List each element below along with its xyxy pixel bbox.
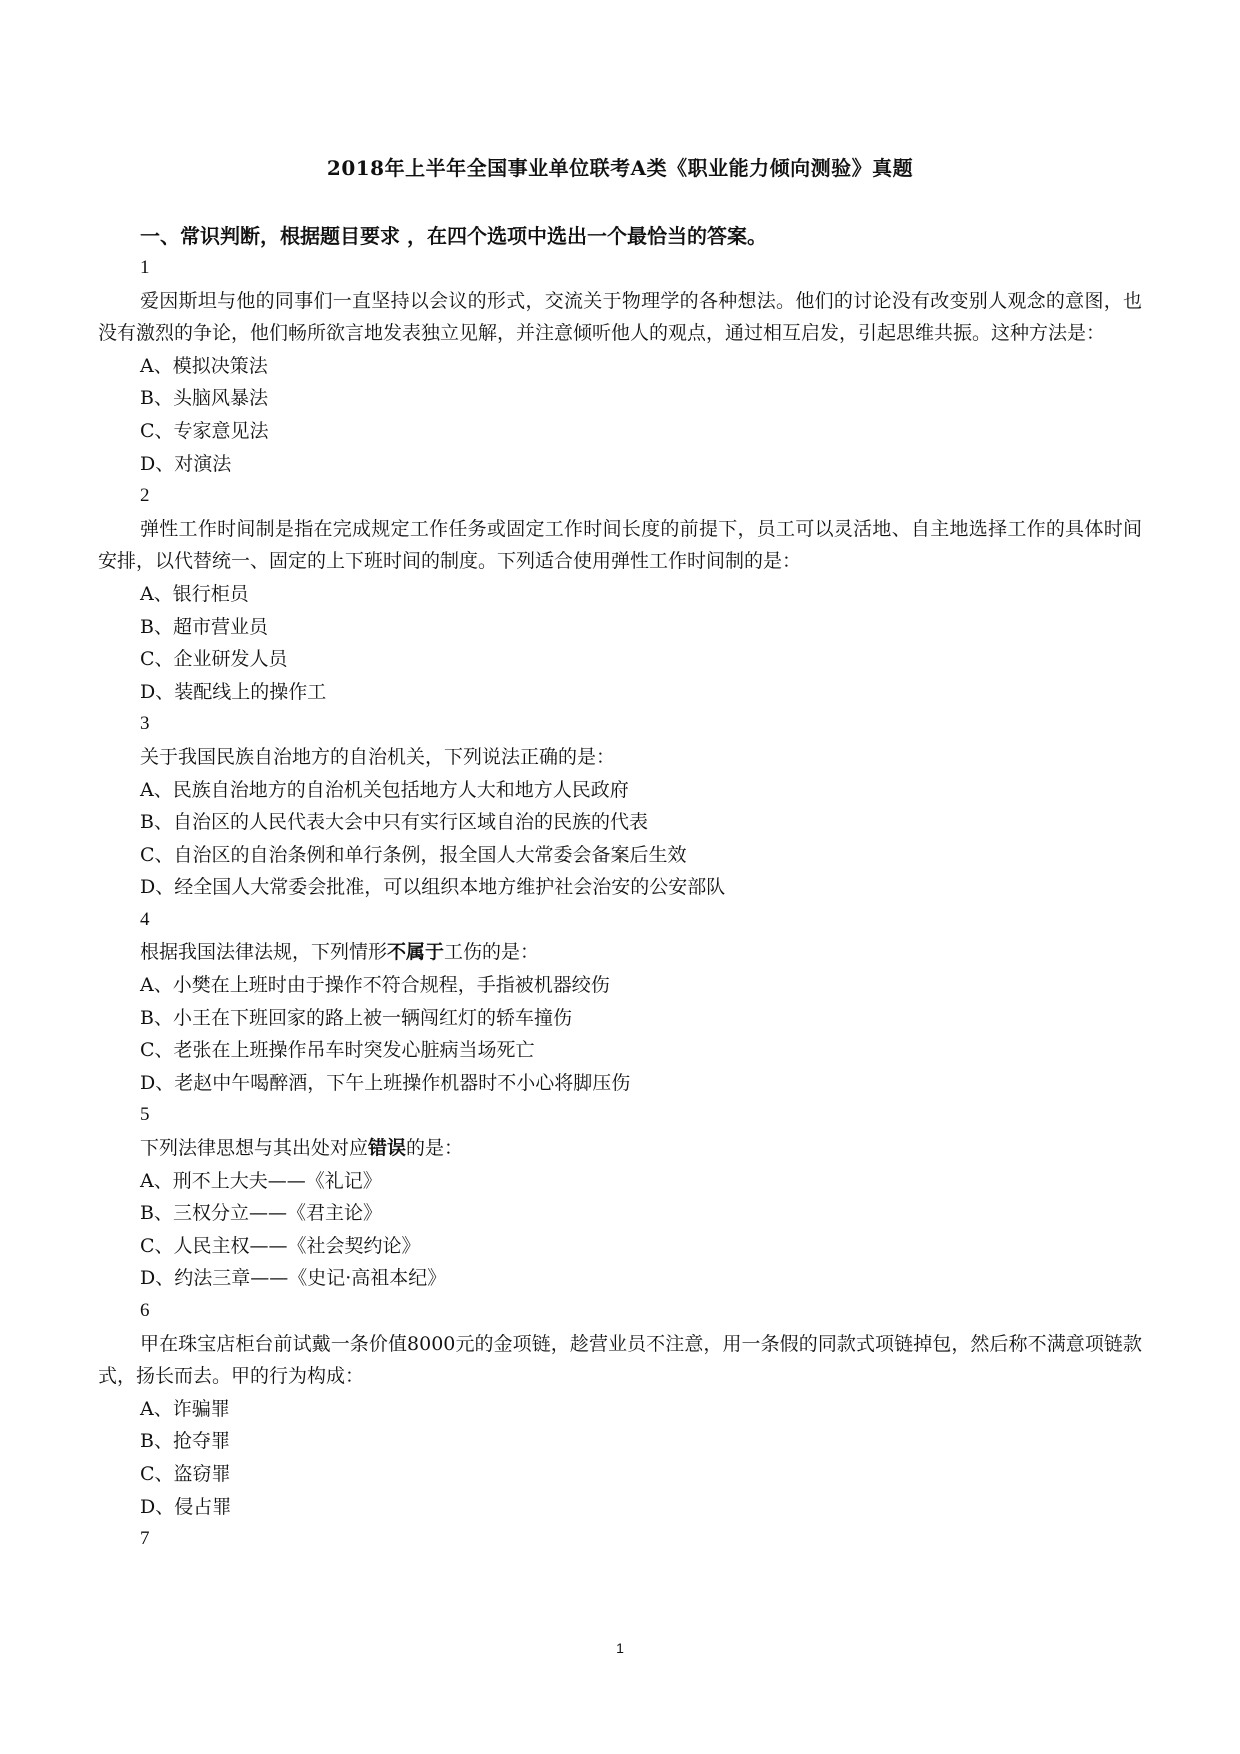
option-d: D、经全国人大常委会批准，可以组织本地方维护社会治安的公安部队 [140,876,726,899]
document-title: 2018年上半年全国事业单位联考A类《职业能力倾向测验》真题 [326,156,914,180]
option-d: D、老赵中午喝醉酒，下午上班操作机器时不小心将脚压伤 [140,1071,631,1094]
question-stem [98,936,1142,969]
question-6 [98,1295,1142,1523]
option-c: C、企业研发人员 [140,648,288,671]
option-a: A、银行柜员 [140,582,249,605]
question-4 [98,904,1142,1100]
question-1 [98,252,1142,480]
option-c: C、自治区的自治条例和单行条例，报全国人大常委会备案后生效 [140,843,687,866]
option-b: B、超市营业员 [140,615,268,638]
question-number: 7 [140,1528,150,1550]
question-5 [98,1099,1142,1295]
option-a: A、刑不上大夫——《礼记》 [140,1169,382,1192]
question-number: 3 [140,713,150,735]
option-c: C、盗窃罪 [140,1462,231,1485]
question-stem: 弹性工作时间制是指在完成规定工作任务或固定工作时间长度的前提下，员工可以灵活地、自主地选择工作的具体时间安排，以代替统一、固定的上下班时间的制度。下列适合使用弹性工作时间制的是： [98,517,1142,573]
question-number: 2 [140,485,150,507]
stem-text: 的是： [406,1137,464,1160]
question-2 [98,480,1142,708]
question-stem: 甲在珠宝店柜台前试戴一条价值8000元的金项链，趁营业员不注意，用一条假的同款式项链掉包，然后称不满意项链款式，扬长而去。甲的行为构成： [98,1332,1142,1388]
option-d: D、约法三章——《史记·高祖本纪》 [140,1267,447,1290]
option-b: B、自治区的人民代表大会中只有实行区域自治的民族的代表 [140,811,648,834]
option-b: B、头脑风暴法 [140,387,268,410]
option-a: A、诈骗罪 [140,1397,230,1420]
question-number: 5 [140,1104,150,1126]
question-stem: 爱因斯坦与他的同事们一直坚持以会议的形式，交流关于物理学的各种想法。他们的讨论没有改变别人观念的意图，也没有激烈的争论，他们畅所欲言地发表独立见解，并注意倾听他人的观点，通过相互启发，引起思维共振。这种方法是： [98,289,1142,345]
question-3 [98,708,1142,904]
question-stem: 关于我国民族自治地方的自治机关，下列说法正确的是： [140,745,616,768]
option-d: D、对演法 [140,452,232,475]
question-stem [98,1132,1142,1165]
section-heading: 一、常识判断，根据题目要求 ，在四个选项中选出一个最恰当的答案。 [140,224,767,248]
question-number: 1 [140,257,150,278]
option-b: B、三权分立——《君主论》 [140,1202,382,1225]
stem-emphasis: 不属于 [387,941,445,964]
stem-emphasis: 错误 [368,1137,407,1160]
option-a: A、小樊在上班时由于操作不符合规程，手指被机器绞伤 [140,974,610,997]
option-a: A、民族自治地方的自治机关包括地方人大和地方人民政府 [140,778,629,801]
question-7 [98,1523,1142,1556]
stem-text: 工伤的是： [444,941,540,964]
question-list [98,252,1142,1556]
question-number: 6 [140,1300,150,1321]
option-d: D、装配线上的操作工 [140,680,327,703]
option-c: C、老张在上班操作吊车时突发心脏病当场死亡 [140,1039,535,1062]
option-b: B、抢夺罪 [140,1430,230,1453]
stem-text: 根据我国法律法规，下列情形 [140,941,388,964]
stem-text: 下列法律思想与其出处对应 [140,1137,369,1160]
option-b: B、小王在下班回家的路上被一辆闯红灯的轿车撞伤 [140,1006,572,1029]
question-number: 4 [140,908,150,930]
option-d: D、侵占罪 [140,1495,232,1518]
option-c: C、专家意见法 [140,419,269,442]
option-a: A、模拟决策法 [140,354,268,377]
page-number: 1 [616,1640,624,1656]
option-c: C、人民主权——《社会契约论》 [140,1234,421,1257]
